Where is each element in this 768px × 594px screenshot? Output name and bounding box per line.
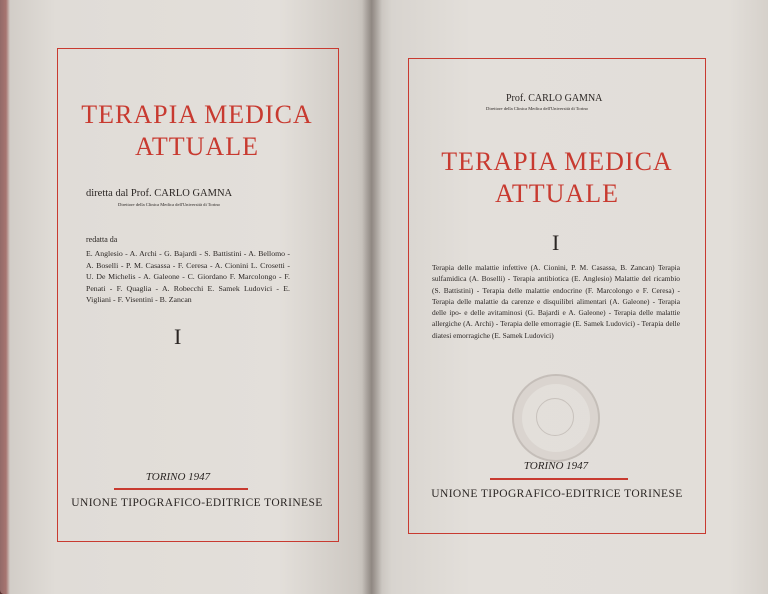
left-red-rule xyxy=(114,488,248,490)
right-contents: Terapia delle malattie infettive (A. Cionini, P. M. Casassa, B. Zancan) Terapia sulfamidica (A. Boselli) - Terapia antibiotica (E. Anglesio) Malattie del ricambio (S. Battistini) - Terapia delle malattie endocrine (F. Marcolongo e F. Ceresa) - Terapia delle malattie da carenze e disquilibri alimentari (A. Galeone) - Terapia delle ipo- e delle avitaminosi (G. Bajardi e A. Galeone) - Terapia delle malattie allergiche (A. Archi) - Terapia delle emorragie (E. Samek Ludovici) - Terapia delle diatesi emorragiche (E. Samek Ludovici) xyxy=(432,263,680,340)
right-title xyxy=(410,146,704,210)
left-title-line2: ATTUALE xyxy=(135,132,259,161)
left-director-role: Direttore della Clinica Medica dell'Università di Torino xyxy=(118,202,220,207)
left-title xyxy=(60,99,334,163)
left-volume-number: I xyxy=(174,324,182,349)
left-contributors: E. Anglesio - A. Archi - G. Bajardi - S. Battistini - A. Bellomo - A. Boselli - P. M. Casassa - F. Ceresa - A. Cionini L. Crosetti - U. De Michelis - A. Galeone - C. Giordano F. Marcolongo - F. Penati - F. Quaglia - A. Robecchi E. Samek Ludovici - E. Vigliani - F. Visentini - B. Zancan xyxy=(86,249,290,304)
right-author: Prof. CARLO GAMNA xyxy=(506,93,603,104)
cover-edge xyxy=(0,0,10,594)
left-title-line1: TERAPIA MEDICA xyxy=(81,100,313,129)
left-place-year: TORINO 1947 xyxy=(145,471,211,483)
book-gutter xyxy=(362,0,382,594)
right-place-year: TORINO 1947 xyxy=(523,460,589,472)
right-author-role: Direttore della Clinica Medica dell'Università di Torino xyxy=(486,106,588,111)
left-directed-by: diretta dal Prof. CARLO GAMNA xyxy=(86,188,233,199)
left-edited-by: redatta da xyxy=(86,235,118,244)
right-red-rule xyxy=(490,478,628,480)
right-title-line2: ATTUALE xyxy=(495,179,619,208)
right-publisher: UNIONE TIPOGRAFICO-EDITRICE TORINESE xyxy=(431,488,683,500)
left-publisher: UNIONE TIPOGRAFICO-EDITRICE TORINESE xyxy=(71,497,323,509)
right-title-line1: TERAPIA MEDICA xyxy=(441,147,673,176)
library-stamp-icon xyxy=(512,374,600,462)
right-volume-number: I xyxy=(552,230,560,255)
